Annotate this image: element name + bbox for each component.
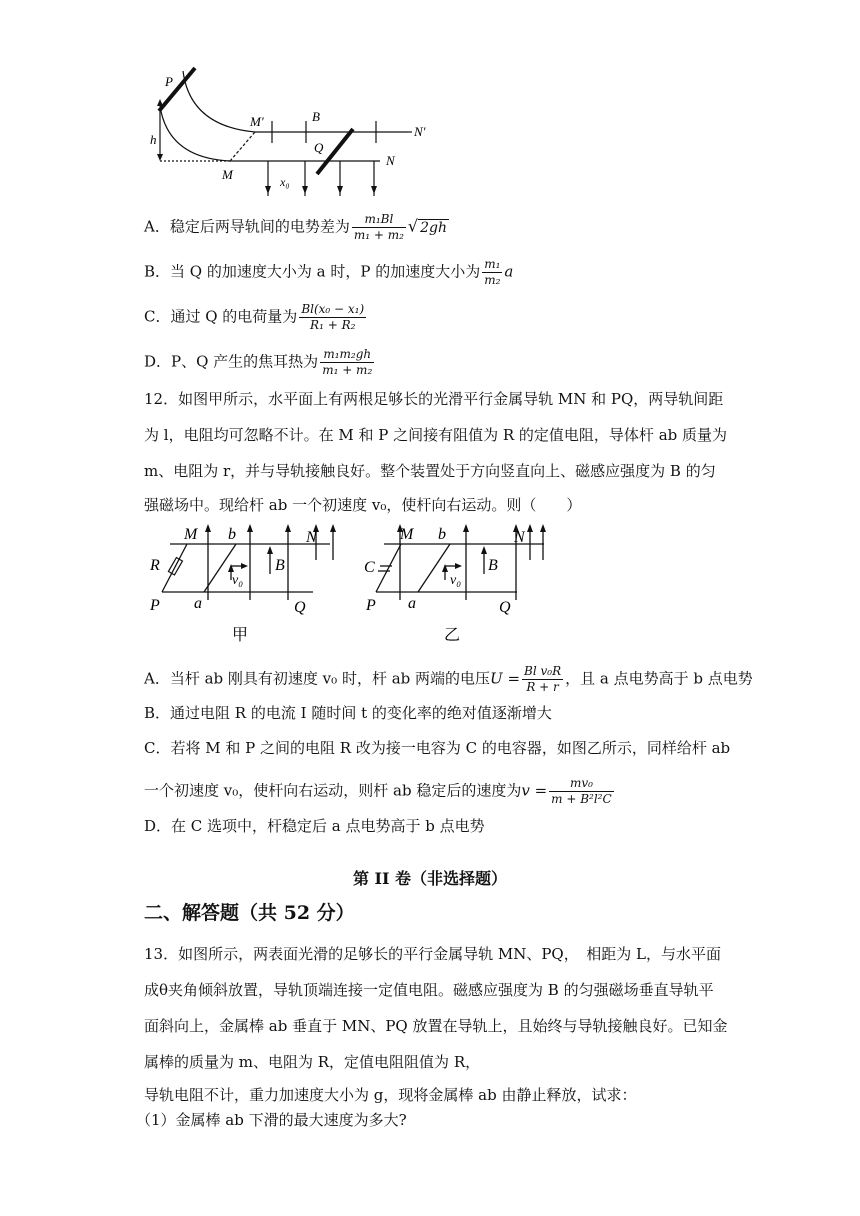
figure-yi [362,520,552,645]
q12-option-d: D．在 C 选项中，杆稳定后 a 点电势高于 b 点电势 [144,817,485,835]
volume-title: 第 II 卷（非选择题） [352,869,508,888]
q12-option-c-line-2: 一个初速度 v₀，使杆向右运动，则杆 ab 稳定后的速度为v = $\frac{\text{mv₀}}{\text{m + B²l²C}}$ [144,776,612,806]
q11-a-fraction: $\frac{\text{m₁Bl}}{\text{m₁ + m₂}}$ [353,212,404,242]
q13-line-2: 成θ夹角倾斜放置，导轨顶端连接一定值电阻。磁感应强度为 B 的匀强磁场垂直导轨平 [144,981,714,999]
fig1-label-N-prime: N′ [414,124,426,139]
yi-caption: 乙 [444,627,461,644]
yi-label-M: M [400,526,414,543]
q12-option-c-line-1: C．若将 M 和 P 之间的电阻 R 改为接一电容为 C 的电容器，如图乙所示，同样给杆 ab [144,739,731,757]
yi-label-B: B [488,557,498,574]
q13-line-3: 面斜向上，金属棒 ab 垂直于 MN、PQ 放置在导轨上，且始终与导轨接触良好。已知金 [144,1017,728,1035]
jia-label-v0: v₀ [232,573,244,588]
jia-label-b: b [228,526,236,543]
jia-label-a: a [194,595,202,612]
yi-label-b: b [438,526,446,543]
q12-option-a: A．当杆 ab 刚具有初速度 v₀ 时，杆 ab 两端的电压U = $\frac{\text{Bl v₀R}}{R + r}$ ，且 a 点电势高于 b 点电势 [144,664,753,694]
q11-option-a: A．稳定后两导轨间的电势差为 $\frac{\text{m₁Bl}}{\text{m₁ + m₂}}$ √ 2gh [144,212,447,242]
q13-line-5: 导轨电阻不计，重力加速度大小为 g，现将金属棒 ab 由静止释放，试求： [144,1086,637,1104]
fig1-label-M: M [222,167,233,182]
q11-option-b: B．当 Q 的加速度大小为 a 时，P 的加速度大小为 $\frac{\text{m₁}}{\text{m₂}}$ a [144,257,514,287]
yi-label-Q: Q [499,599,511,616]
figure-curved-rails [150,66,440,196]
yi-label-P: P [366,597,376,614]
q12-line-1: 12．如图甲所示，水平面上有两根足够长的光滑平行金属导轨 MN 和 PQ，两导轨间距 [144,390,724,408]
fig1-label-N: N [386,153,395,168]
fig1-label-B: B [312,109,320,124]
jia-label-Q: Q [294,599,306,616]
jia-label-P: P [150,597,160,614]
q12-line-2: 为 l，电阻均可忽略不计。在 M 和 P 之间接有阻值为 R 的定值电阻，导体杆 ab 质量为 [144,426,728,444]
q13-line-1: 13．如图所示，两表面光滑的足够长的平行金属导轨 MN、PQ， 相距为 L，与水平面 [144,945,721,963]
yi-label-C: C [364,559,375,576]
jia-label-R: R [150,557,160,574]
jia-label-B: B [275,557,285,574]
jia-label-N: N [306,529,317,546]
jia-caption: 甲 [232,627,249,644]
q11-option-c: C．通过 Q 的电荷量为 $\frac{\text{Bl(x₀ − x₁)}}{\text{R₁ + R₂}}$ [144,302,365,332]
fig1-label-x0: x₀ [280,175,290,189]
figure-jia [148,520,338,645]
fig1-label-M-prime: M′ [250,114,264,129]
q13-sub-1: （1）金属棒 ab 下滑的最大速度为多大? [136,1111,407,1129]
fig1-label-h: h [150,132,157,147]
q11-option-d: D．P、Q 产生的焦耳热为 $\frac{\text{m₁m₂gh}}{\text{m₁ + m₂}}$ [144,347,373,377]
fig1-label-Q: Q [314,140,324,155]
yi-label-a: a [408,595,416,612]
fig1-label-P: P [165,74,173,89]
q12-line-3: m、电阻为 r，并与导轨接触良好。整个装置处于方向竖直向上、磁感应强度为 B 的匀 [144,462,716,480]
yi-label-v0: v₀ [450,573,462,588]
q12-line-4: 强磁场中。现给杆 ab 一个初速度 v₀，使杆向右运动。则（ ） [144,496,582,514]
yi-label-N: N [514,529,525,546]
q13-line-4: 属棒的质量为 m、电阻为 R，定值电阻阻值为 R， [144,1053,481,1071]
figure-curved-rails-arrows [150,186,390,198]
q11-a-root: 2gh [420,219,447,236]
q12-option-b: B．通过电阻 R 的电流 I 随时间 t 的变化率的绝对值逐渐增大 [144,704,552,722]
section-heading: 二、解答题（共 52 分） [144,902,355,924]
jia-label-M: M [184,526,198,543]
